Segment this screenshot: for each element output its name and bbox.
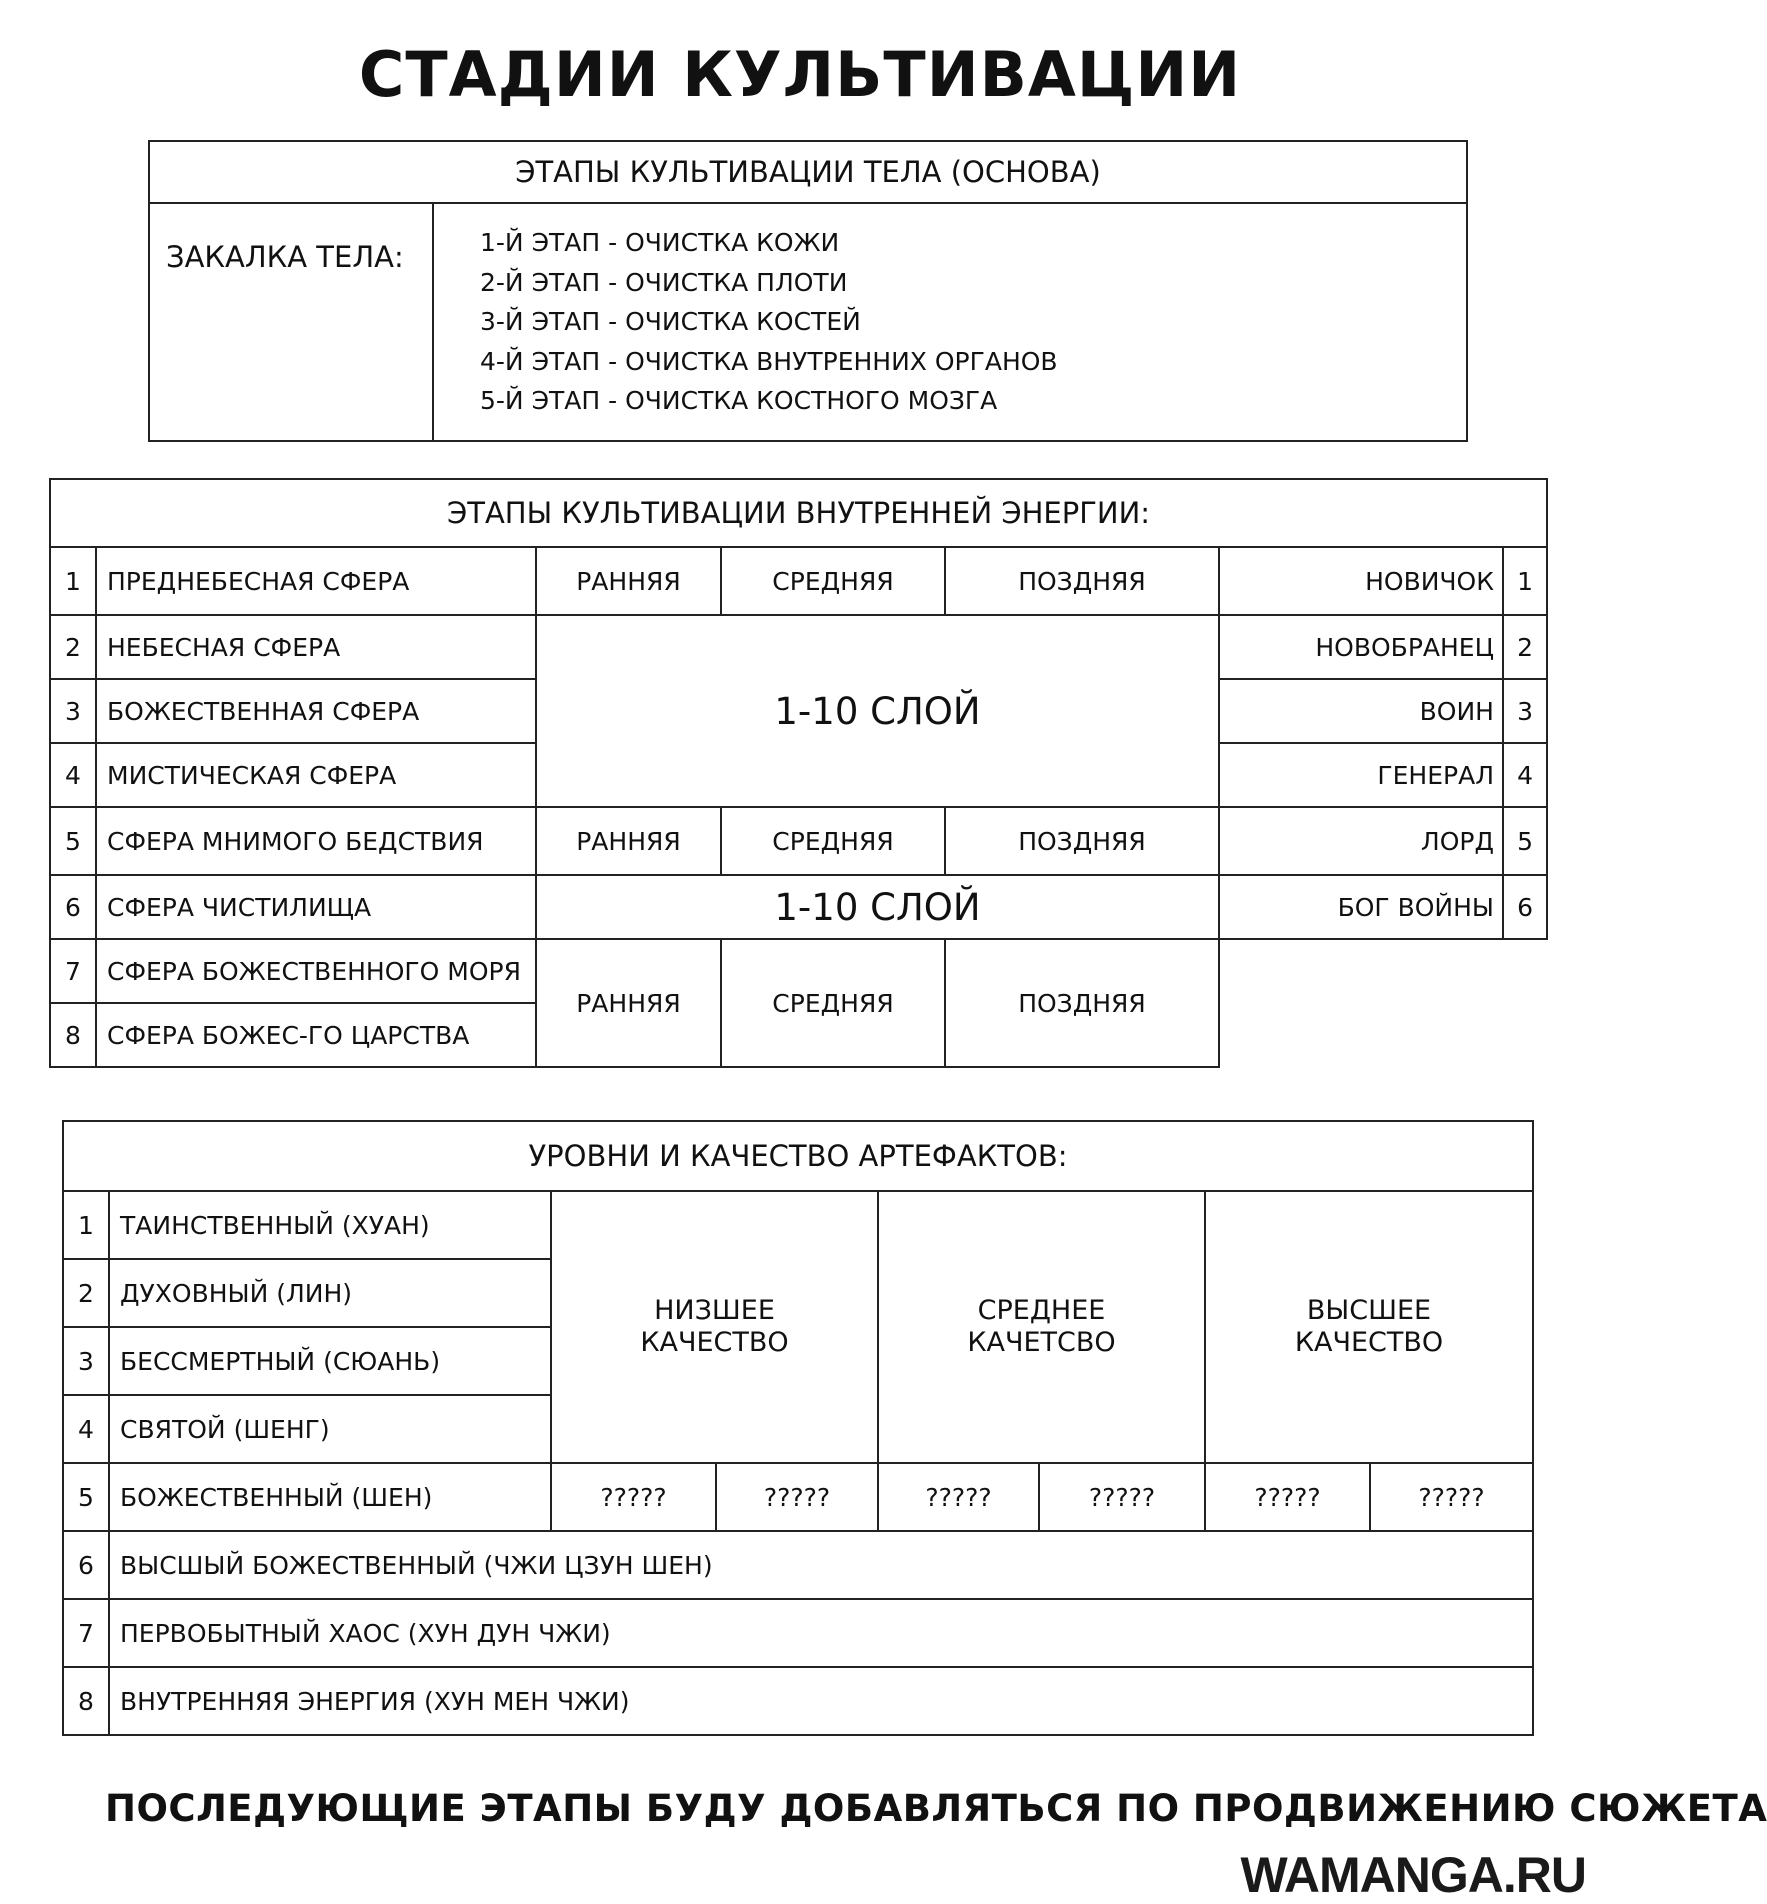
sphere-name: ПРЕДНЕБЕСНАЯ СФЕРА — [96, 547, 536, 615]
artifact-level-number: 1 — [63, 1191, 109, 1259]
energy-cultivation-table — [49, 478, 1548, 1068]
sphere-number: 8 — [50, 1003, 96, 1067]
body-table-header: ЭТАПЫ КУЛЬТИВАЦИИ ТЕЛА (ОСНОВА) — [149, 141, 1467, 203]
sphere-name: СФЕРА МНИМОГО БЕДСТВИЯ — [96, 807, 536, 875]
rank-number: 6 — [1503, 875, 1547, 939]
watermark: WAMANGA.RU — [1240, 1847, 1586, 1903]
unknown-quality: ????? — [1370, 1463, 1533, 1531]
body-stage-item: 4-Й ЭТАП - ОЧИСТКА ВНУТРЕННИХ ОРГАНОВ — [480, 346, 1058, 376]
stage-early: РАННЯЯ — [536, 807, 721, 875]
stage-middle: СРЕДНЯЯ — [721, 547, 945, 615]
rank-name: ЛОРД — [1219, 807, 1503, 875]
body-stage-item: 1-Й ЭТАП - ОЧИСТКА КОЖИ — [480, 228, 840, 258]
rank-number: 3 — [1503, 679, 1547, 743]
artifact-level-number: 5 — [63, 1463, 109, 1531]
quality-low-line2: КАЧЕСТВО — [640, 1327, 789, 1358]
artifact-level-number: 7 — [63, 1599, 109, 1667]
stage-late: ПОЗДНЯЯ — [945, 547, 1219, 615]
artifact-level-number: 2 — [63, 1259, 109, 1327]
body-stages-cell — [433, 203, 1467, 441]
body-stage-item: 3-Й ЭТАП - ОЧИСТКА КОСТЕЙ — [480, 307, 861, 337]
artifact-level-name: ТАИНСТВЕННЫЙ (ХУАН) — [109, 1191, 551, 1259]
quality-mid-cell — [878, 1191, 1205, 1463]
body-stage-item: 2-Й ЭТАП - ОЧИСТКА ПЛОТИ — [480, 267, 848, 297]
quality-mid-line2: КАЧЕТСВО — [967, 1327, 1116, 1358]
layers-cell: 1-10 СЛОЙ — [536, 875, 1219, 939]
sphere-name: СФЕРА БОЖЕС-ГО ЦАРСТВА — [96, 1003, 536, 1067]
artifact-level-name: ПЕРВОБЫТНЫЙ ХАОС (ХУН ДУН ЧЖИ) — [109, 1599, 1533, 1667]
quality-high-line1: ВЫСШЕЕ — [1306, 1295, 1432, 1326]
rank-name: БОГ ВОЙНЫ — [1219, 875, 1503, 939]
artifact-level-name: ВНУТРЕННЯЯ ЭНЕРГИЯ (ХУН МЕН ЧЖИ) — [109, 1667, 1533, 1735]
quality-low-cell — [551, 1191, 878, 1463]
page-title: СТАДИИ КУЛЬТИВАЦИИ — [358, 38, 1242, 111]
stage-late: ПОЗДНЯЯ — [945, 807, 1219, 875]
artifact-table — [62, 1120, 1534, 1736]
unknown-quality: ????? — [878, 1463, 1039, 1531]
rank-name: ВОИН — [1219, 679, 1503, 743]
body-cultivation-table — [148, 140, 1468, 442]
sphere-number: 6 — [50, 875, 96, 939]
rank-number: 4 — [1503, 743, 1547, 807]
artifact-level-name: БЕССМЕРТНЫЙ (СЮАНЬ) — [109, 1327, 551, 1395]
sphere-number: 1 — [50, 547, 96, 615]
body-stages-list — [434, 207, 1466, 437]
rank-number: 1 — [1503, 547, 1547, 615]
sphere-number: 3 — [50, 679, 96, 743]
artifact-level-name: СВЯТОЙ (ШЕНГ) — [109, 1395, 551, 1463]
artifact-level-name: ДУХОВНЫЙ (ЛИН) — [109, 1259, 551, 1327]
rank-name: ГЕНЕРАЛ — [1219, 743, 1503, 807]
rank-number: 5 — [1503, 807, 1547, 875]
rank-number: 2 — [1503, 615, 1547, 679]
stage-middle: СРЕДНЯЯ — [721, 939, 945, 1067]
layers-cell: 1-10 СЛОЙ — [536, 615, 1219, 807]
sphere-name: СФЕРА БОЖЕСТВЕННОГО МОРЯ — [96, 939, 536, 1003]
sphere-name: СФЕРА ЧИСТИЛИЩА — [96, 875, 536, 939]
body-tempering-label: ЗАКАЛКА ТЕЛА: — [149, 203, 433, 441]
footer-note: ПОСЛЕДУЮЩИЕ ЭТАПЫ БУДУ ДОБАВЛЯТЬСЯ ПО ПРОДВИЖЕНИЮ СЮЖЕТА — [105, 1787, 1767, 1830]
energy-table-header: ЭТАПЫ КУЛЬТИВАЦИИ ВНУТРЕННЕЙ ЭНЕРГИИ: — [50, 479, 1547, 547]
sphere-name: НЕБЕСНАЯ СФЕРА — [96, 615, 536, 679]
sphere-name: МИСТИЧЕСКАЯ СФЕРА — [96, 743, 536, 807]
stage-late: ПОЗДНЯЯ — [945, 939, 1219, 1067]
unknown-quality: ????? — [716, 1463, 878, 1531]
artifact-level-number: 8 — [63, 1667, 109, 1735]
quality-mid-line1: СРЕДНЕЕ — [977, 1295, 1106, 1326]
sphere-number: 5 — [50, 807, 96, 875]
sphere-number: 7 — [50, 939, 96, 1003]
stage-early: РАННЯЯ — [536, 547, 721, 615]
stage-middle: СРЕДНЯЯ — [721, 807, 945, 875]
quality-high-cell — [1205, 1191, 1533, 1463]
artifact-level-number: 6 — [63, 1531, 109, 1599]
stage-early: РАННЯЯ — [536, 939, 721, 1067]
unknown-quality: ????? — [1039, 1463, 1205, 1531]
rank-name: НОВИЧОК — [1219, 547, 1503, 615]
unknown-quality: ????? — [551, 1463, 716, 1531]
quality-low-line1: НИЗШЕЕ — [654, 1295, 775, 1326]
artifact-table-header: УРОВНИ И КАЧЕСТВО АРТЕФАКТОВ: — [63, 1121, 1533, 1191]
sphere-number: 2 — [50, 615, 96, 679]
artifact-level-name: ВЫСШЫЙ БОЖЕСТВЕННЫЙ (ЧЖИ ЦЗУН ШЕН) — [109, 1531, 1533, 1599]
empty-cell — [1219, 939, 1547, 1067]
artifact-level-number: 3 — [63, 1327, 109, 1395]
sphere-number: 4 — [50, 743, 96, 807]
quality-high-line2: КАЧЕСТВО — [1294, 1327, 1444, 1358]
unknown-quality: ????? — [1205, 1463, 1370, 1531]
artifact-level-name: БОЖЕСТВЕННЫЙ (ШЕН) — [109, 1463, 551, 1531]
rank-name: НОВОБРАНЕЦ — [1219, 615, 1503, 679]
sphere-name: БОЖЕСТВЕННАЯ СФЕРА — [96, 679, 536, 743]
artifact-level-number: 4 — [63, 1395, 109, 1463]
body-stage-item: 5-Й ЭТАП - ОЧИСТКА КОСТНОГО МОЗГА — [480, 386, 998, 416]
